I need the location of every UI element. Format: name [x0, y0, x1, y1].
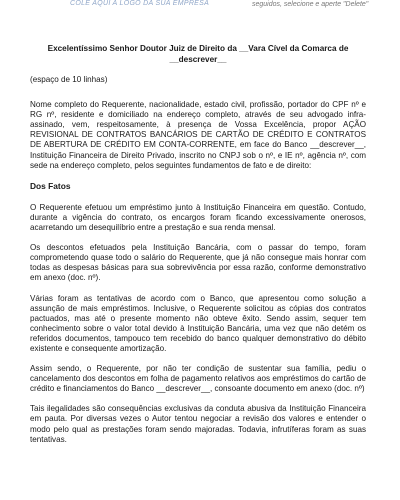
- title-line-2: __descrever__: [169, 54, 227, 64]
- fact-paragraph-1: O Requerente efetuou um empréstimo junto à Instituição Financeira em questão. Contudo, durante a vigência do contrato, os encargos foram ficando excessivamente onerosos, acarretando um desequilíbrio entre a prestação e sua renda mensal.: [30, 202, 366, 233]
- section-title: Dos Fatos: [30, 180, 71, 191]
- title-line-1: Excelentíssimo Senhor Doutor Juiz de Direito da __Vara Cível da Comarca de: [47, 44, 349, 53]
- intro-paragraph: Nome completo do Requerente, nacionalidade, estado civil, profissão, portador do CPF nº e RG nº, residente e domiciliado na endereço completo, através de seu advogado infra-assinado, vem, respeitosamente, à presença de Vossa Excelência, propor AÇÃO REVISIONAL DE CONTRATOS BANCÁRIOS DE CARTÃO DE CRÉDITO E CONTRATOS DE ABERTURA DE CRÉDITO EM CONTA-CORRENTE, em face do Banco __descrever__, Instituição Financeira de Direito Privado, inscrito no CNPJ sob o nº, e IE nº, agência nº, com sede na endereço completo, pelos seguintes fundamentos de fato e de direito:: [30, 100, 366, 170]
- instruction-note: seguidos, selecione e aperte "Delete": [252, 1, 369, 8]
- fact-paragraph-5: Tais ilegalidades são consequências exclusivas da conduta abusiva da Instituição Financeira em pauta. Por diversas vezes o Autor tentou negociar a revisão dos valores e entender o modo pelo qual as prestações foram sendo majoradas. Todavia, infrutíferas foram as suas tentativas.: [30, 404, 366, 444]
- spacing-note: (espaço de 10 linhas): [30, 75, 108, 84]
- fact-paragraph-4: Assim sendo, o Requerente, por não ter condição de sustentar sua família, pediu o cancelamento dos descontos em folha de pagamento relativos aos empréstimos do cartão de crédito e financiamentos do Banco __descrever__, consoante documento em anexo (doc. nº): [30, 364, 366, 394]
- fact-paragraph-3: Várias foram as tentativas de acordo com o Banco, que apresentou como solução a assunção de mais empréstimos. Inclusive, o Requerente solicitou as cópias dos contratos pactuados, mas até o presente momento não obteve êxito. Sendo assim, sequer tem conhecimento sobre o valor total devido à Instituição Bancária, uma vez que não detém os referidos documentos, tampouco tem recebido do banco qualquer demonstrativo do débito existente e consequente amortização.: [30, 293, 366, 353]
- logo-placeholder-text: COLE AQUI A LOGO DA SUA EMPRESA: [70, 0, 210, 7]
- document-title: [30, 44, 366, 65]
- petition-body: [30, 44, 366, 455]
- fact-paragraph-2: Os descontos efetuados pela Instituição Bancária, com o passar do tempo, foram comprometendo quase todo o salário do Requerente, que já não consegue mais honrar com todas as despesas básicas para sua sobrevivência por essa razão, conforme demonstrativo em anexo (doc. nº).: [30, 243, 366, 283]
